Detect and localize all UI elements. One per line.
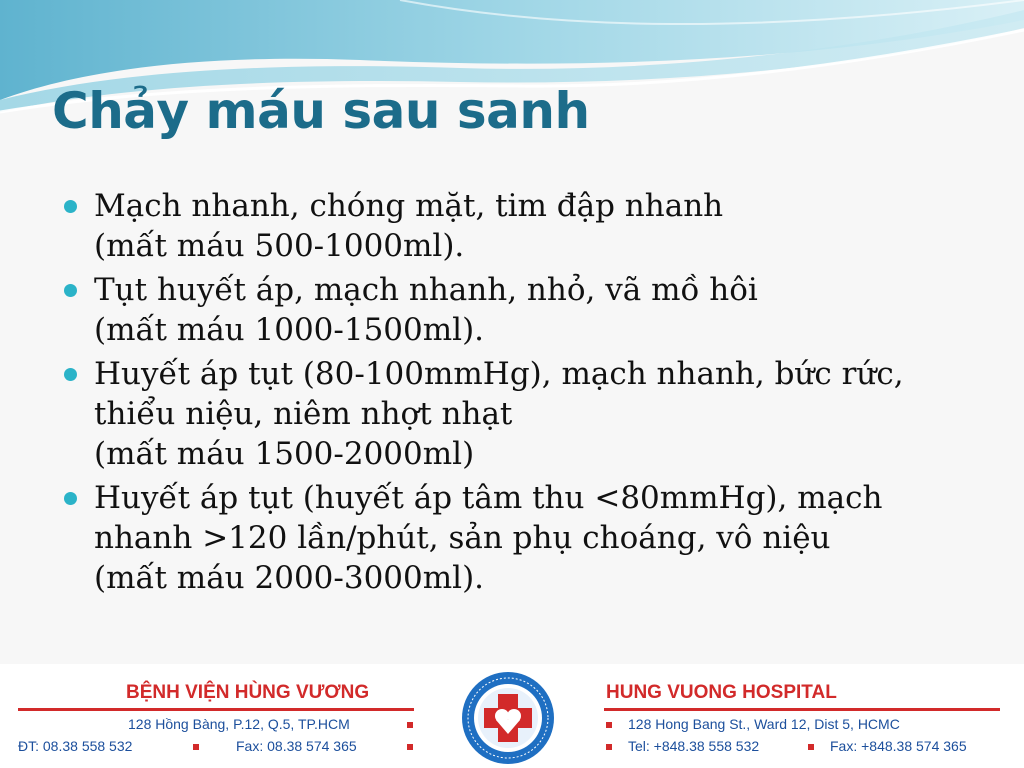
hospital-name-en: HUNG VUONG HOSPITAL (606, 682, 837, 703)
square-bullet-icon (808, 744, 814, 750)
bullet-line: nhanh >120 lần/phút, sản phụ choáng, vô niệu (94, 520, 831, 556)
bullet-line: thiểu niệu, niêm nhợt nhạt (94, 396, 513, 432)
bullet-list (62, 186, 962, 602)
bullet-item (62, 478, 962, 598)
bullet-dot-icon (64, 200, 77, 213)
bullet-line: Huyết áp tụt (huyết áp tâm thu <80mmHg), mạch (94, 480, 883, 516)
square-bullet-icon (407, 744, 413, 750)
bullet-line: Mạch nhanh, chóng mặt, tim đập nhanh (94, 188, 724, 224)
bullet-line: Huyết áp tụt (80-100mmHg), mạch nhanh, bức rức, (94, 356, 904, 392)
square-bullet-icon (407, 722, 413, 728)
hospital-seal-logo-icon (458, 668, 558, 768)
footer-divider (604, 708, 1000, 711)
bullet-line: (mất máu 1500-2000ml) (94, 436, 475, 472)
bullet-line: Tụt huyết áp, mạch nhanh, nhỏ, vã mồ hôi (94, 272, 758, 308)
bullet-item (62, 270, 962, 350)
square-bullet-icon (606, 744, 612, 750)
address-en: 128 Hong Bang St., Ward 12, Dist 5, HCMC (628, 716, 900, 732)
footer-divider (18, 708, 414, 711)
phone-vn: ĐT: 08.38 558 532 (18, 738, 133, 754)
bullet-line: (mất máu 2000-3000ml). (94, 560, 485, 596)
bullet-item (62, 354, 962, 474)
bullet-dot-icon (64, 492, 77, 505)
bullet-item (62, 186, 962, 266)
square-bullet-icon (606, 722, 612, 728)
bullet-line: (mất máu 500-1000ml). (94, 228, 465, 264)
bullet-dot-icon (64, 368, 77, 381)
slide-title: Chảy máu sau sanh (52, 82, 590, 140)
fax-vn: Fax: 08.38 574 365 (236, 738, 357, 754)
bullet-dot-icon (64, 284, 77, 297)
square-bullet-icon (193, 744, 199, 750)
bullet-line: (mất máu 1000-1500ml). (94, 312, 485, 348)
hospital-name-vn: BỆNH VIỆN HÙNG VƯƠNG (126, 682, 370, 703)
fax-en: Fax: +848.38 574 365 (830, 738, 967, 754)
phone-en: Tel: +848.38 558 532 (628, 738, 760, 754)
address-vn: 128 Hồng Bàng, P.12, Q.5, TP.HCM (128, 716, 350, 732)
